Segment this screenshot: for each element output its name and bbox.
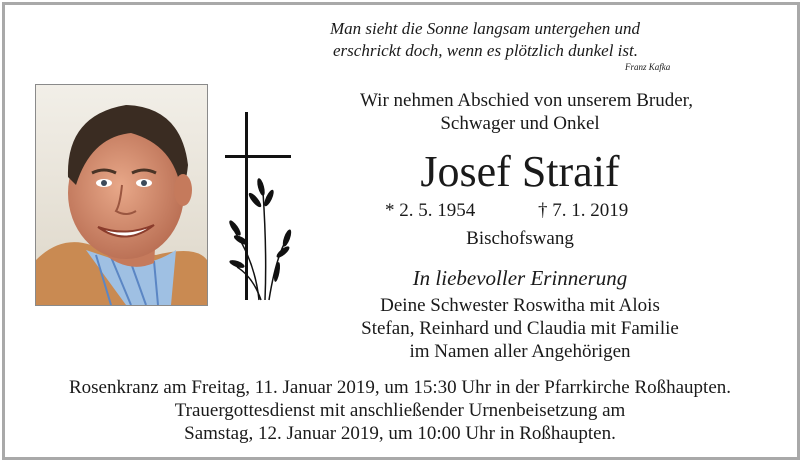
quote-author: Franz Kafka — [625, 62, 671, 72]
service-line-3: Samstag, 12. Januar 2019, um 10:00 Uhr in Roßhaupten. — [184, 423, 616, 444]
deceased-name: Josef Straif — [420, 147, 620, 196]
cross-with-wheat-icon — [225, 112, 295, 304]
family-line-3: im Namen aller Angehörigen — [409, 341, 631, 362]
death-date: † 7. 1. 2019 — [538, 200, 629, 221]
intro-line-1: Wir nehmen Abschied von unserem Bruder, — [360, 90, 694, 111]
residence-place: Bischofswang — [466, 228, 574, 249]
birth-date: * 2. 5. 1954 — [385, 200, 476, 221]
portrait-photo-graphic — [36, 85, 207, 305]
service-line-1: Rosenkranz am Freitag, 11. Januar 2019, um 15:30 Uhr in der Pfarrkirche Roßhaupten. — [68, 377, 732, 398]
service-line-2: Trauergottesdienst mit anschließender Urnenbeisetzung am — [174, 400, 626, 421]
quote-line-1: Man sieht die Sonne langsam untergehen und — [330, 19, 641, 38]
portrait-photo — [35, 84, 208, 306]
intro-line-2: Schwager und Onkel — [440, 113, 600, 134]
quote-line-2: erschrickt doch, wenn es plötzlich dunkel ist. — [333, 41, 638, 60]
family-line-2: Stefan, Reinhard und Claudia mit Familie — [361, 318, 679, 339]
family-line-1: Deine Schwester Roswitha mit Alois — [380, 295, 660, 316]
memorial-heading: In liebevoller Erinnerung — [412, 266, 628, 290]
